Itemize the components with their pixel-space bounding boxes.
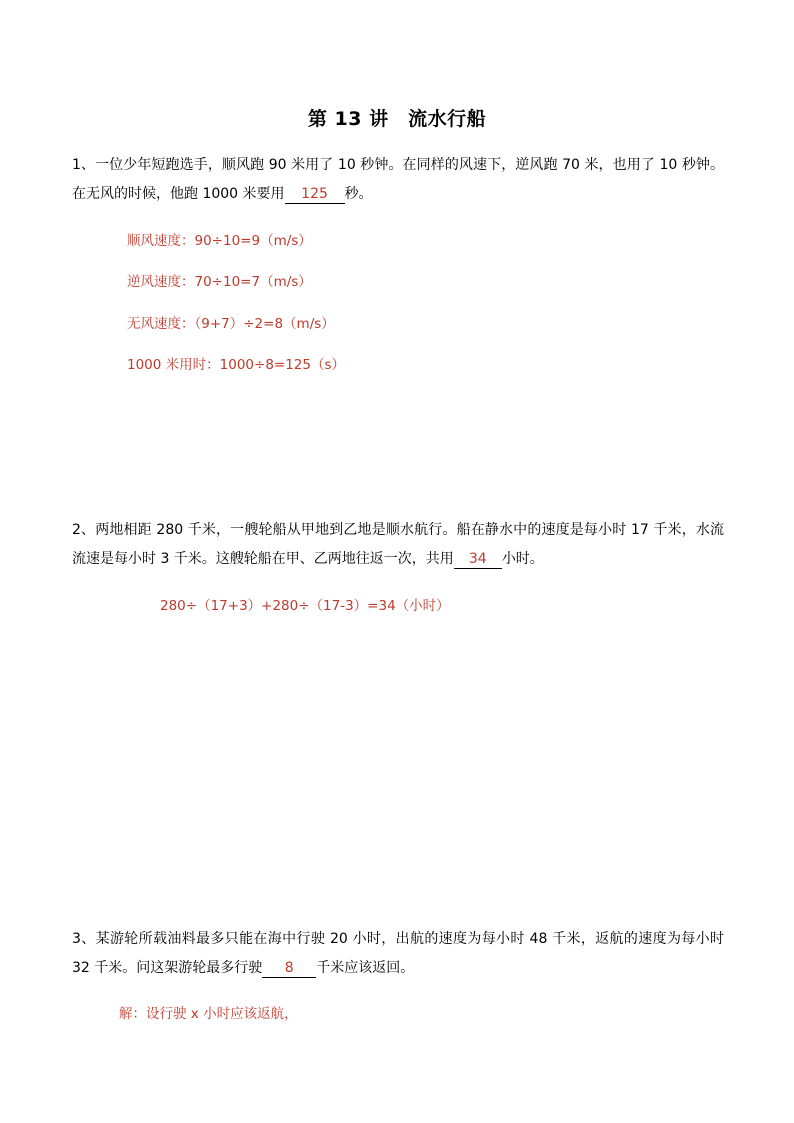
problem-1-solution-line-3: 无风速度：（9+7）÷2=8（m/s） xyxy=(127,316,335,332)
problem-1-solution-line-2: 逆风速度：70÷10=7（m/s） xyxy=(127,274,312,290)
problem-1-solution-line-4: 1000 米用时：1000÷8=125（s） xyxy=(127,357,346,373)
problem-1-solution-line-1: 顺风速度：90÷10=9（m/s） xyxy=(127,233,312,249)
problem-3-text-after: 千米应该返回。 xyxy=(316,960,415,976)
page-title: 第 13 讲 流水行船 xyxy=(307,108,487,130)
problem-1 xyxy=(72,151,724,209)
problem-2 xyxy=(72,516,724,574)
problem-3-answer-blank: 8 xyxy=(262,959,316,978)
problem-2-answer-blank: 34 xyxy=(454,550,502,569)
problem-2-solution: 280÷（17+3）+280÷（17-3）=34（小时） xyxy=(160,598,450,614)
problem-3-text: 3、某游轮所载油料最多只能在海中行驶 20 小时，出航的速度为每小时 48 千米，返航的速度为每小时 32 千米。问这架游轮最多行驶 xyxy=(72,931,724,976)
problem-1-answer-blank: 125 xyxy=(285,185,345,204)
problem-2-text: 2、两地相距 280 千米，一艘轮船从甲地到乙地是顺水航行。船在静水中的速度是每小时 17 千米，水流流速是每小时 3 千米。这艘轮船在甲、乙两地往返一次，共用 xyxy=(72,522,724,567)
problem-3-solution-text: 设行驶 x 小时应该返航， xyxy=(146,1006,298,1022)
problem-3 xyxy=(72,925,724,983)
problem-3-solution xyxy=(119,1002,298,1022)
problem-1-text: 1、一位少年短跑选手，顺风跑 90 米用了 10 秒钟。在同样的风速下，逆风跑 70 米，也用了 10 秒钟。在无风的时候，他跑 1000 米要用 xyxy=(72,157,724,202)
problem-1-text-after: 秒。 xyxy=(344,186,373,202)
problem-2-text-after: 小时。 xyxy=(501,551,544,567)
problem-3-solution-label: 解： xyxy=(119,1006,146,1022)
